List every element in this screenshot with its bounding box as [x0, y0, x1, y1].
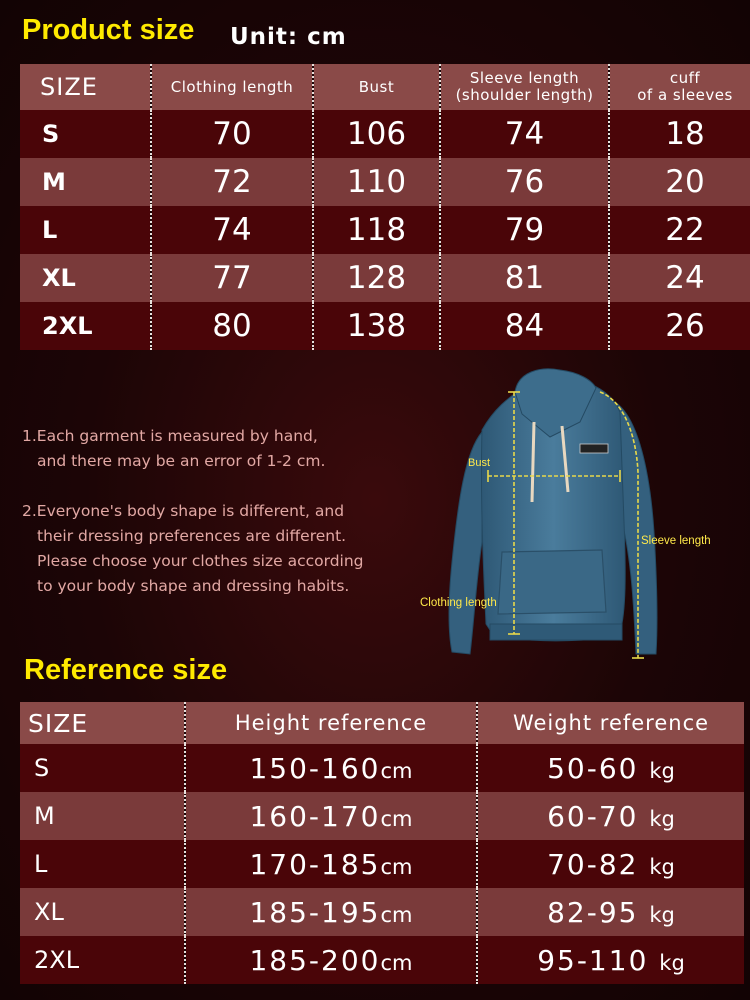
note-item: [22, 424, 412, 474]
header-sleeve-length: Sleeve length (shoulder length): [440, 64, 609, 110]
weight-cell: [477, 888, 744, 936]
height-unit: cm: [380, 950, 413, 975]
weight-cell: [477, 936, 744, 984]
bust-cell: 118: [313, 206, 440, 254]
clothing-length-cell: 77: [151, 254, 313, 302]
clothing-length-cell: 74: [151, 206, 313, 254]
header-height-reference: Height reference: [185, 702, 477, 744]
height-value: 150-160: [249, 751, 381, 785]
table-row: [20, 744, 744, 792]
sleeve-length-cell: 84: [440, 302, 609, 350]
hoodie-measurement-diagram: [410, 362, 740, 672]
height-cell: [185, 744, 477, 792]
weight-value: 95-110: [537, 943, 649, 977]
weight-cell: [477, 792, 744, 840]
weight-value: 70-82: [547, 847, 639, 881]
height-value: 185-195: [249, 895, 381, 929]
sleeve-length-cell: 74: [440, 110, 609, 158]
height-value: 170-185: [249, 847, 381, 881]
weight-cell: [477, 840, 744, 888]
header-size: SIZE: [40, 72, 98, 101]
drawstring: [532, 422, 534, 502]
size-cell: 2XL: [34, 946, 80, 974]
size-cell: L: [34, 850, 48, 878]
clothing-length-label: Clothing length: [420, 597, 497, 609]
cuff-cell: 18: [609, 110, 750, 158]
note-item: [22, 499, 412, 599]
reference-header-row: [20, 702, 744, 744]
sleeve-length-label: Sleeve length: [641, 535, 711, 547]
note-text: Please choose your clothes size according: [37, 552, 364, 570]
table-row: [20, 110, 750, 158]
cuff-cell: 24: [609, 254, 750, 302]
sleeve-length-cell: 81: [440, 254, 609, 302]
note-text: their dressing preferences are different.: [37, 527, 347, 545]
note-text: 1.Each garment is measured by hand,: [22, 427, 318, 445]
weight-unit: kg: [659, 950, 685, 975]
weight-value: 50-60: [547, 751, 639, 785]
hem-band: [490, 624, 622, 640]
sleeve-length-cell: 76: [440, 158, 609, 206]
bust-cell: 138: [313, 302, 440, 350]
height-unit: cm: [380, 806, 413, 831]
size-cell: XL: [34, 898, 64, 926]
size-cell: XL: [42, 264, 76, 292]
height-cell: [185, 792, 477, 840]
unit-label: Unit: cm: [230, 24, 347, 50]
table-row: [20, 840, 744, 888]
weight-unit: kg: [649, 806, 675, 831]
size-cell: 2XL: [42, 312, 93, 340]
cuff-cell: 26: [609, 302, 750, 350]
product-size-table: [20, 64, 750, 350]
bust-cell: 110: [313, 158, 440, 206]
table-row: [20, 254, 750, 302]
height-value: 160-170: [249, 799, 381, 833]
cuff-cell: 20: [609, 158, 750, 206]
table-row: [20, 206, 750, 254]
header-cuff: cuff of a sleeves: [609, 64, 750, 110]
table-row: [20, 792, 744, 840]
size-cell: S: [34, 754, 50, 782]
clothing-length-cell: 80: [151, 302, 313, 350]
size-cell: M: [34, 802, 55, 830]
weight-unit: kg: [649, 902, 675, 927]
header-bust: Bust: [313, 64, 440, 110]
size-cell: M: [42, 168, 66, 196]
reference-size-title: Reference size: [24, 654, 228, 686]
size-cell: S: [42, 120, 60, 148]
note-text: and there may be an error of 1-2 cm.: [37, 452, 326, 470]
table-row: [20, 302, 750, 350]
weight-value: 82-95: [547, 895, 639, 929]
table-row: [20, 158, 750, 206]
height-cell: [185, 888, 477, 936]
note-text: 2.Everyone's body shape is different, and: [22, 502, 345, 520]
reference-size-table: [20, 702, 744, 984]
measurement-notes: [22, 424, 412, 624]
bust-label: Bust: [468, 457, 491, 469]
height-cell: [185, 840, 477, 888]
height-cell: [185, 936, 477, 984]
product-header-row: [20, 64, 750, 110]
clothing-length-cell: 72: [151, 158, 313, 206]
weight-cell: [477, 744, 744, 792]
size-cell: L: [42, 216, 58, 244]
height-unit: cm: [380, 758, 413, 783]
table-row: [20, 888, 744, 936]
weight-value: 60-70: [547, 799, 639, 833]
note-text: to your body shape and dressing habits.: [37, 577, 350, 595]
weight-unit: kg: [649, 758, 675, 783]
header-clothing-length: Clothing length: [151, 64, 313, 110]
table-row: [20, 936, 744, 984]
clothing-length-cell: 70: [151, 110, 313, 158]
header-weight-reference: Weight reference: [477, 702, 744, 744]
weight-unit: kg: [649, 854, 675, 879]
bust-cell: 128: [313, 254, 440, 302]
header-size: SIZE: [28, 708, 89, 738]
sleeve-length-cell: 79: [440, 206, 609, 254]
chest-badge: [580, 444, 608, 453]
height-unit: cm: [380, 854, 413, 879]
bust-cell: 106: [313, 110, 440, 158]
height-unit: cm: [380, 902, 413, 927]
product-size-title: Product size: [22, 14, 195, 46]
height-value: 185-200: [249, 943, 381, 977]
cuff-cell: 22: [609, 206, 750, 254]
